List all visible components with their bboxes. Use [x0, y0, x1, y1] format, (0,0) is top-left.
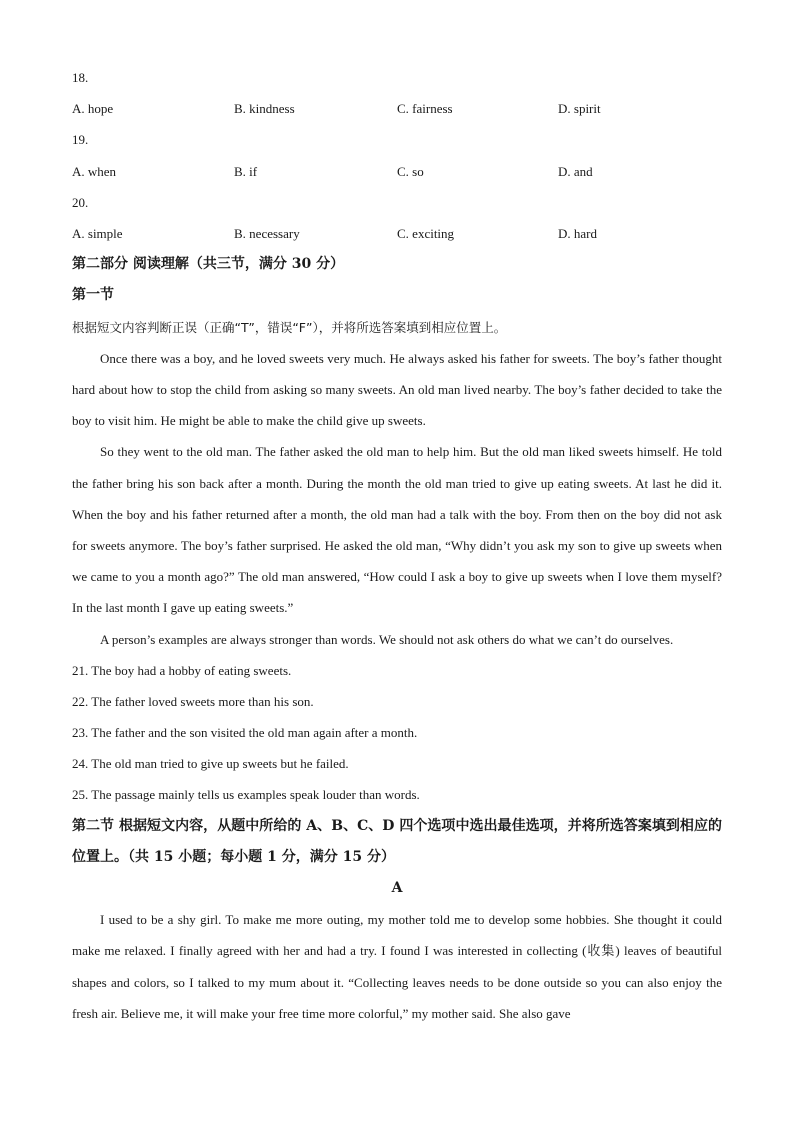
option-b: B. if — [234, 163, 258, 179]
section-heading: 第二节 根据短文内容，从题中所给的 A、B、C、D 四个选项中选出最佳选项，并将所选答案填到相应的位置上。（共 15 小题；每小题 1 分，满分 15 分） — [72, 817, 722, 865]
option-b: B. kindness — [234, 101, 295, 117]
passage-paragraph: I used to be a shy girl. To make me more outing, my mother told me to develop some hobbies. She thought it could make me relaxed. I finally agreed with her and had a try. I found I was interested in collecting (收集) leaves of beautiful shapes and colors, so I talked to my mum about it. “Collecting leaves needs to be done outside so you can also enjoy the fresh air. Believe me, it will make your free time more colorful,” my mother said. She also gave — [72, 912, 722, 1021]
options-row — [72, 156, 722, 187]
option-a: A. hope — [72, 101, 114, 117]
option-d: D. and — [558, 163, 593, 179]
mc-item-19 — [72, 124, 722, 186]
section-instruction: 根据短文内容判断正误（正确“T”，错误“F”），并将所选答案填到相应位置上。 — [72, 319, 507, 335]
option-c: C. fairness — [397, 101, 453, 117]
tf-question: 25. The passage mainly tells us examples speak louder than words. — [72, 787, 420, 803]
tf-question: 21. The boy had a hobby of eating sweets. — [72, 662, 292, 678]
question-number: 19. — [72, 132, 89, 148]
section-title: 第一节 — [72, 287, 114, 304]
passage-paragraph: A person’s examples are always stronger than words. We should not ask others do what we can’t do ourselves. — [100, 631, 674, 647]
exam-page — [72, 62, 722, 1029]
passage-label: A — [391, 880, 403, 897]
option-c: C. so — [397, 163, 424, 179]
options-row — [72, 93, 722, 124]
option-a: A. simple — [72, 225, 123, 241]
passage-paragraph: Once there was a boy, and he loved sweets very much. He always asked his father for sweets. The boy’s father thought hard about how to stop the child from asking so many sweets. An old man lived nearby. The boy’s father decided to take the boy to visit him. He might be able to make the child give up sweets. — [72, 350, 722, 429]
mc-item-20 — [72, 187, 722, 249]
tf-question: 24. The old man tried to give up sweets but he failed. — [72, 756, 349, 772]
option-a: A. when — [72, 163, 117, 179]
option-d: D. hard — [558, 225, 597, 241]
option-c: C. exciting — [397, 225, 455, 241]
mc-item-18 — [72, 62, 722, 124]
part-heading: 第二部分 阅读理解（共三节，满分 30 分） — [72, 256, 345, 273]
options-row — [72, 218, 722, 249]
option-d: D. spirit — [558, 101, 601, 117]
option-b: B. necessary — [234, 225, 300, 241]
tf-question: 22. The father loved sweets more than his son. — [72, 693, 314, 709]
passage-paragraph: So they went to the old man. The father asked the old man to help him. But the old man liked sweets himself. He told the father bring his son back after a month. During the month the old man tried to give up eating sweets. At last he did it. When the boy and his father returned after a month, the old man had a talk with the boy. From then on the boy did not ask for sweets anymore. The boy’s father surprised. He asked the old man, “Why didn’t you ask my son to give up sweets when we came to you a month ago?” The old man answered, “How could I ask a boy to give up sweets when I love them myself? In the last month I gave up eating sweets.” — [72, 444, 722, 616]
question-number: 20. — [72, 194, 89, 210]
question-number: 18. — [72, 70, 89, 85]
tf-question: 23. The father and the son visited the old man again after a month. — [72, 725, 418, 741]
